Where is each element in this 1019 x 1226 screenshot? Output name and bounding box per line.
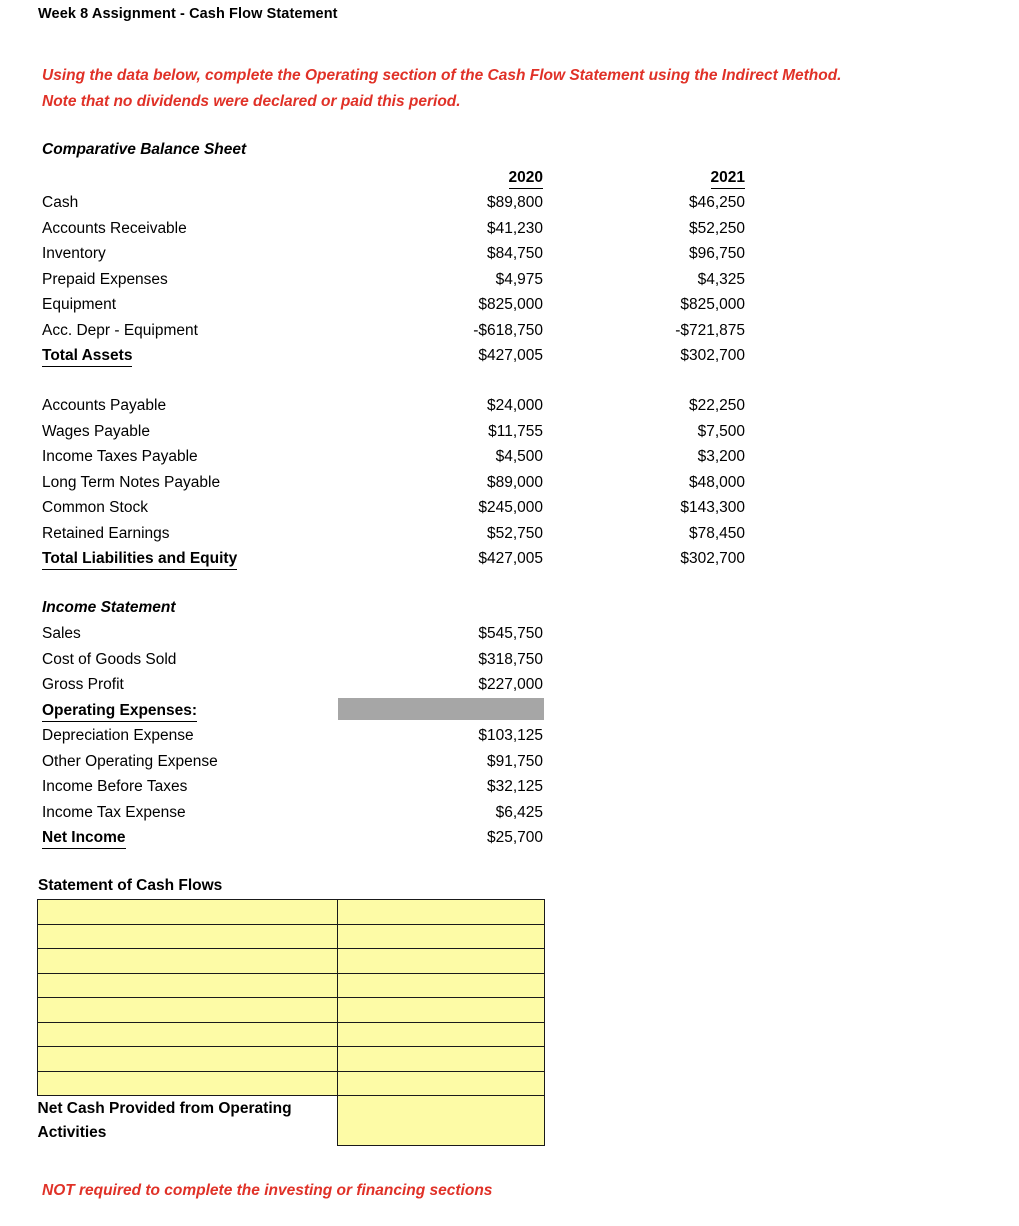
table-row: [42, 321, 802, 347]
cash-flow-label-cell[interactable]: [38, 973, 338, 998]
table-row: [42, 650, 802, 676]
row-value: $103,125: [478, 727, 543, 744]
row-value-2021: -$721,875: [675, 321, 745, 339]
cash-flow-label-cell[interactable]: [38, 1047, 338, 1072]
footer-note: NOT required to complete the investing or financing sections: [42, 1182, 493, 1199]
instructions-line-2: Note that no dividends were declared or paid this period.: [42, 93, 461, 110]
row-value: $25,700: [486, 829, 543, 846]
cash-flow-value-cell[interactable]: [338, 998, 545, 1023]
row-value: $6,425: [495, 803, 543, 821]
table-row: [42, 777, 802, 803]
row-value-2020: $427,005: [478, 347, 543, 364]
cash-flow-label-cell[interactable]: [38, 900, 338, 925]
cash-flow-value-cell[interactable]: [338, 900, 545, 925]
table-row: [42, 498, 802, 524]
row-value-2020: $89,000: [486, 473, 543, 491]
row-value-2021: $825,000: [680, 296, 745, 313]
cash-flow-statement-heading: Statement of Cash Flows: [38, 877, 223, 894]
table-row: [38, 1022, 545, 1047]
row-value-2021: $52,250: [688, 219, 745, 237]
table-row: [38, 973, 545, 998]
row-label: Equipment: [42, 296, 117, 313]
row-value-2021: $96,750: [688, 245, 745, 262]
page-title: Week 8 Assignment - Cash Flow Statement: [38, 6, 338, 22]
instructions-line-1: Using the data below, complete the Operating section of the Cash Flow Statement using the Indirect Method.: [42, 67, 842, 84]
row-label: Retained Earnings: [42, 524, 170, 542]
row-value-2020: $89,800: [486, 194, 543, 211]
row-value: $545,750: [478, 625, 543, 642]
row-value-2020: $4,500: [495, 448, 543, 465]
table-row-total: [42, 828, 802, 854]
row-value-2021: $3,200: [697, 448, 745, 465]
row-label: Sales: [42, 625, 81, 642]
cash-flow-value-cell[interactable]: [338, 1047, 545, 1072]
cash-flow-label-cell[interactable]: [38, 998, 338, 1023]
row-value-2020: $825,000: [478, 296, 543, 313]
row-value: $318,750: [478, 650, 543, 668]
table-row: [42, 244, 802, 270]
row-label: Total Assets: [42, 346, 132, 367]
row-label: Cash: [42, 194, 79, 211]
row-value: $227,000: [478, 676, 543, 693]
row-label: Gross Profit: [42, 676, 124, 693]
row-value-2021: $46,250: [688, 194, 745, 211]
table-row: [38, 998, 545, 1023]
row-label: Total Liabilities and Equity: [42, 549, 237, 570]
table-row-net-cash: [38, 1096, 545, 1146]
table-row: [38, 1071, 545, 1096]
table-row: [42, 270, 802, 296]
instructions-block: [42, 63, 942, 115]
table-row: [42, 675, 802, 701]
row-label: Cost of Goods Sold: [42, 650, 177, 668]
row-label: Other Operating Expense: [42, 752, 218, 770]
cash-flow-value-cell[interactable]: [338, 1022, 545, 1047]
income-statement-heading: Income Statement: [42, 599, 176, 616]
row-label: Income Before Taxes: [42, 778, 188, 795]
table-row: [42, 473, 802, 499]
table-row: [42, 295, 802, 321]
table-row: [42, 624, 802, 650]
row-label: Long Term Notes Payable: [42, 473, 221, 491]
table-row: [42, 447, 802, 473]
row-value-2020: $41,230: [486, 219, 543, 237]
row-value-2020: $24,000: [486, 397, 543, 414]
cash-flow-entry-table: [37, 899, 545, 1146]
row-value-2020: -$618,750: [473, 321, 543, 339]
table-row: [38, 900, 545, 925]
row-value-2020: $52,750: [486, 524, 543, 542]
row-value-2021: $22,250: [688, 397, 745, 414]
row-label: Income Tax Expense: [42, 803, 186, 821]
cash-flow-label-cell[interactable]: [38, 1022, 338, 1047]
row-label: Operating Expenses:: [42, 701, 197, 722]
row-value-2020: $84,750: [486, 245, 543, 262]
row-value-2021: $302,700: [680, 347, 745, 364]
net-cash-label-cell: [38, 1096, 338, 1146]
column-header-2021: 2021: [542, 168, 745, 189]
table-row-total: [42, 346, 802, 372]
table-row: [42, 524, 802, 550]
table-row: [38, 949, 545, 974]
row-value-2020: $245,000: [478, 499, 543, 516]
row-value-2021: $302,700: [680, 550, 745, 567]
table-row: [42, 193, 802, 219]
table-row: [38, 924, 545, 949]
row-value-2020: $4,975: [495, 270, 543, 288]
table-row: [38, 1047, 545, 1072]
table-row: [42, 726, 802, 752]
row-label: Prepaid Expenses: [42, 270, 168, 288]
row-label: Income Taxes Payable: [42, 448, 198, 465]
row-label: Net Income: [42, 828, 126, 849]
table-row-total: [42, 549, 802, 575]
cash-flow-label-cell[interactable]: [38, 1071, 338, 1096]
cash-flow-value-cell[interactable]: [338, 924, 545, 949]
redaction-bar: [338, 698, 544, 720]
row-value: $91,750: [486, 752, 543, 770]
row-value-2021: $143,300: [680, 499, 745, 516]
cash-flow-value-cell[interactable]: [338, 949, 545, 974]
table-row: [42, 803, 802, 829]
net-cash-label: Net Cash Provided from Operating Activities: [37, 1100, 292, 1141]
table-row: [42, 396, 802, 422]
row-value-2021: $48,000: [688, 473, 745, 491]
table-row: [42, 752, 802, 778]
cash-flow-value-cell[interactable]: [338, 973, 545, 998]
row-value-2021: $78,450: [688, 524, 745, 542]
table-row: [42, 219, 802, 245]
row-value-2020: $11,755: [488, 422, 543, 440]
cash-flow-label-cell[interactable]: [38, 949, 338, 974]
row-label: Depreciation Expense: [42, 727, 194, 744]
balance-sheet-column-headers: [42, 168, 802, 194]
row-value-2021: $4,325: [697, 270, 745, 288]
table-row: [42, 422, 802, 448]
row-value-2020: $427,005: [478, 550, 543, 567]
row-value-2021: $7,500: [697, 422, 745, 440]
cash-flow-value-cell[interactable]: [338, 1071, 545, 1096]
net-cash-value-cell[interactable]: [338, 1096, 545, 1146]
row-label: Wages Payable: [42, 422, 150, 440]
cash-flow-label-cell[interactable]: [38, 924, 338, 949]
row-label: Accounts Payable: [42, 397, 167, 414]
row-label: Accounts Receivable: [42, 219, 187, 237]
column-header-2020: 2020: [342, 168, 543, 189]
balance-sheet-heading: Comparative Balance Sheet: [42, 141, 247, 158]
row-label: Common Stock: [42, 499, 148, 516]
row-value: $32,125: [486, 778, 543, 795]
row-label: Acc. Depr - Equipment: [42, 321, 198, 339]
row-label: Inventory: [42, 245, 106, 262]
